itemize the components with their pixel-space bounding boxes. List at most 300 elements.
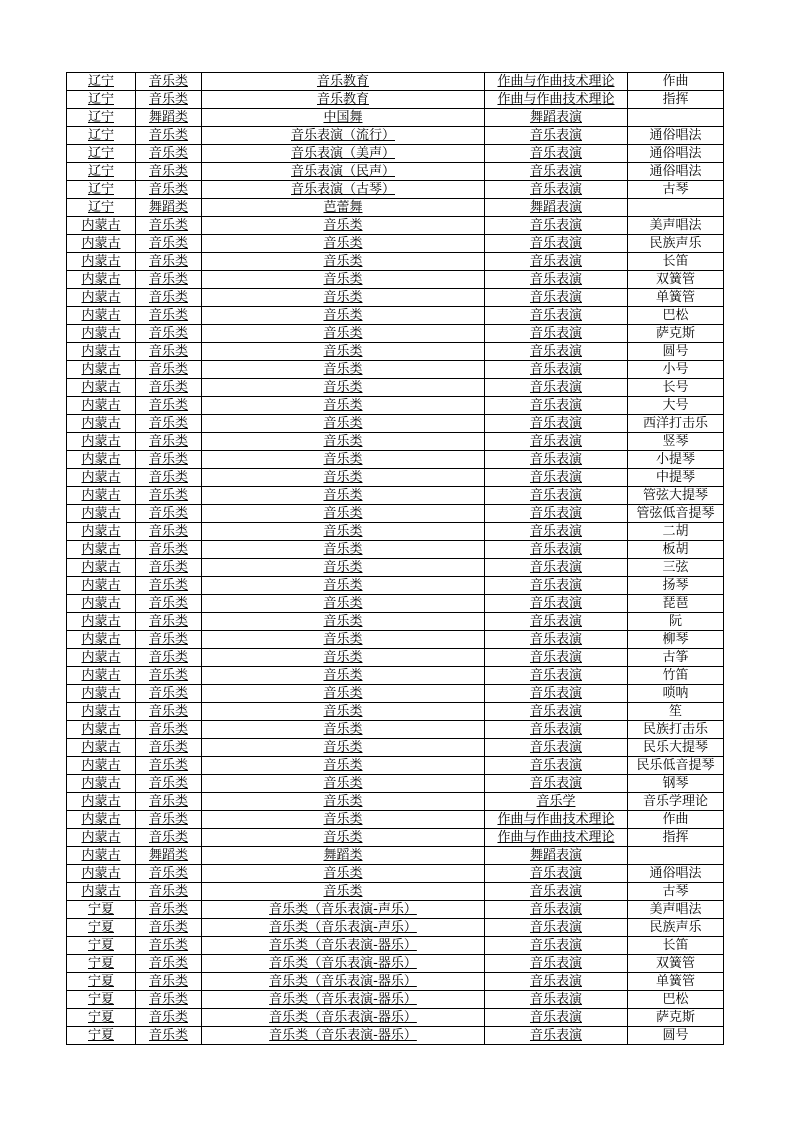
- direction-cell: 音乐表演: [485, 523, 628, 541]
- province-cell: 宁夏: [67, 1027, 136, 1045]
- province-cell: 辽宁: [67, 127, 136, 145]
- table-row: [67, 145, 724, 163]
- major-cell: 音乐表演（民声）: [202, 163, 485, 181]
- specialty-cell: 三弦: [628, 559, 724, 577]
- specialty-cell: 西洋打击乐: [628, 415, 724, 433]
- specialty-cell: 双簧管: [628, 955, 724, 973]
- category-cell: 音乐类: [136, 739, 202, 757]
- table-row: [67, 721, 724, 739]
- major-cell: 音乐类: [202, 811, 485, 829]
- direction-cell: 音乐表演: [485, 397, 628, 415]
- specialty-cell: 长笛: [628, 253, 724, 271]
- province-cell: 内蒙古: [67, 451, 136, 469]
- province-cell: 内蒙古: [67, 667, 136, 685]
- category-cell: 舞蹈类: [136, 199, 202, 217]
- major-cell: 音乐类: [202, 775, 485, 793]
- category-cell: 音乐类: [136, 631, 202, 649]
- category-cell: 音乐类: [136, 703, 202, 721]
- major-cell: 音乐类: [202, 703, 485, 721]
- major-cell: 音乐类（音乐表演-器乐）: [202, 1009, 485, 1027]
- major-cell: 音乐类: [202, 325, 485, 343]
- direction-cell: 作曲与作曲技术理论: [485, 829, 628, 847]
- table-row: [67, 523, 724, 541]
- province-cell: 辽宁: [67, 163, 136, 181]
- category-cell: 音乐类: [136, 433, 202, 451]
- specialty-cell: 民族声乐: [628, 919, 724, 937]
- major-cell: 音乐类: [202, 649, 485, 667]
- major-cell: 音乐类: [202, 289, 485, 307]
- category-cell: 音乐类: [136, 757, 202, 775]
- category-cell: 舞蹈类: [136, 847, 202, 865]
- table-row: [67, 685, 724, 703]
- table-row: [67, 793, 724, 811]
- category-cell: 音乐类: [136, 235, 202, 253]
- table-row: [67, 919, 724, 937]
- specialty-cell: [628, 199, 724, 217]
- specialty-cell: 作曲: [628, 811, 724, 829]
- province-cell: 内蒙古: [67, 307, 136, 325]
- table-row: [67, 343, 724, 361]
- category-cell: 音乐类: [136, 163, 202, 181]
- direction-cell: 音乐表演: [485, 343, 628, 361]
- specialty-cell: 指挥: [628, 829, 724, 847]
- direction-cell: 音乐表演: [485, 145, 628, 163]
- province-cell: 内蒙古: [67, 487, 136, 505]
- specialty-cell: [628, 109, 724, 127]
- category-cell: 音乐类: [136, 937, 202, 955]
- direction-cell: 音乐表演: [485, 1009, 628, 1027]
- major-cell: 音乐类: [202, 613, 485, 631]
- category-cell: 音乐类: [136, 361, 202, 379]
- category-cell: 音乐类: [136, 811, 202, 829]
- province-cell: 内蒙古: [67, 469, 136, 487]
- table-row: [67, 451, 724, 469]
- province-cell: 辽宁: [67, 109, 136, 127]
- direction-cell: 舞蹈表演: [485, 847, 628, 865]
- table-row: [67, 91, 724, 109]
- category-cell: 音乐类: [136, 775, 202, 793]
- province-cell: 辽宁: [67, 73, 136, 91]
- direction-cell: 音乐表演: [485, 595, 628, 613]
- direction-cell: 音乐表演: [485, 901, 628, 919]
- table-row: [67, 991, 724, 1009]
- major-cell: 音乐类: [202, 343, 485, 361]
- province-cell: 辽宁: [67, 91, 136, 109]
- specialty-cell: 中提琴: [628, 469, 724, 487]
- specialty-cell: 音乐学理论: [628, 793, 724, 811]
- province-cell: 辽宁: [67, 199, 136, 217]
- specialty-cell: 指挥: [628, 91, 724, 109]
- category-cell: 音乐类: [136, 451, 202, 469]
- category-cell: 音乐类: [136, 883, 202, 901]
- province-cell: 内蒙古: [67, 829, 136, 847]
- specialty-cell: 民族打击乐: [628, 721, 724, 739]
- major-cell: 音乐类（音乐表演-器乐）: [202, 937, 485, 955]
- table-row: [67, 289, 724, 307]
- direction-cell: 音乐表演: [485, 919, 628, 937]
- major-cell: 音乐类: [202, 505, 485, 523]
- category-cell: 音乐类: [136, 793, 202, 811]
- category-cell: 音乐类: [136, 73, 202, 91]
- category-cell: 音乐类: [136, 505, 202, 523]
- table-row: [67, 181, 724, 199]
- major-cell: 音乐类: [202, 235, 485, 253]
- major-cell: 音乐类: [202, 379, 485, 397]
- table-row: [67, 559, 724, 577]
- direction-cell: 音乐表演: [485, 667, 628, 685]
- direction-cell: 音乐表演: [485, 451, 628, 469]
- specialty-cell: 大号: [628, 397, 724, 415]
- major-cell: 音乐类: [202, 487, 485, 505]
- province-cell: 内蒙古: [67, 271, 136, 289]
- major-cell: 音乐表演（古琴）: [202, 181, 485, 199]
- direction-cell: 音乐表演: [485, 415, 628, 433]
- specialty-cell: 管弦大提琴: [628, 487, 724, 505]
- province-cell: 宁夏: [67, 973, 136, 991]
- specialty-cell: 笙: [628, 703, 724, 721]
- province-cell: 宁夏: [67, 937, 136, 955]
- direction-cell: 作曲与作曲技术理论: [485, 91, 628, 109]
- table-row: [67, 397, 724, 415]
- direction-cell: 音乐表演: [485, 361, 628, 379]
- category-cell: 音乐类: [136, 397, 202, 415]
- major-cell: 音乐教育: [202, 73, 485, 91]
- major-cell: 音乐类: [202, 397, 485, 415]
- province-cell: 内蒙古: [67, 505, 136, 523]
- specialty-cell: 巴松: [628, 307, 724, 325]
- table-row: [67, 811, 724, 829]
- province-cell: 内蒙古: [67, 433, 136, 451]
- province-cell: 宁夏: [67, 1009, 136, 1027]
- direction-cell: 舞蹈表演: [485, 199, 628, 217]
- direction-cell: 音乐表演: [485, 703, 628, 721]
- category-cell: 音乐类: [136, 253, 202, 271]
- specialty-cell: 单簧管: [628, 289, 724, 307]
- table-row: [67, 127, 724, 145]
- direction-cell: 音乐表演: [485, 505, 628, 523]
- direction-cell: 音乐表演: [485, 181, 628, 199]
- major-cell: 音乐类（音乐表演-器乐）: [202, 1027, 485, 1045]
- province-cell: 内蒙古: [67, 703, 136, 721]
- table-row: [67, 487, 724, 505]
- table-row: [67, 649, 724, 667]
- table-row: [67, 775, 724, 793]
- major-table-body: [67, 73, 724, 1045]
- direction-cell: 音乐表演: [485, 541, 628, 559]
- table-row: [67, 667, 724, 685]
- province-cell: 内蒙古: [67, 739, 136, 757]
- province-cell: 内蒙古: [67, 865, 136, 883]
- table-row: [67, 271, 724, 289]
- category-cell: 音乐类: [136, 217, 202, 235]
- province-cell: 内蒙古: [67, 883, 136, 901]
- major-cell: 音乐类: [202, 469, 485, 487]
- specialty-cell: 通俗唱法: [628, 865, 724, 883]
- category-cell: 音乐类: [136, 667, 202, 685]
- category-cell: 音乐类: [136, 1009, 202, 1027]
- province-cell: 内蒙古: [67, 415, 136, 433]
- category-cell: 音乐类: [136, 1027, 202, 1045]
- specialty-cell: 萨克斯: [628, 325, 724, 343]
- direction-cell: 音乐表演: [485, 613, 628, 631]
- major-cell: 音乐表演（美声）: [202, 145, 485, 163]
- province-cell: 内蒙古: [67, 649, 136, 667]
- specialty-cell: 圆号: [628, 343, 724, 361]
- category-cell: 音乐类: [136, 145, 202, 163]
- major-cell: 音乐类: [202, 271, 485, 289]
- direction-cell: 音乐表演: [485, 649, 628, 667]
- category-cell: 音乐类: [136, 973, 202, 991]
- major-cell: 音乐类: [202, 685, 485, 703]
- table-row: [67, 307, 724, 325]
- major-cell: 音乐类: [202, 307, 485, 325]
- specialty-cell: 小号: [628, 361, 724, 379]
- table-row: [67, 847, 724, 865]
- table-row: [67, 1009, 724, 1027]
- specialty-cell: 单簧管: [628, 973, 724, 991]
- major-cell: 音乐类: [202, 523, 485, 541]
- category-cell: 音乐类: [136, 865, 202, 883]
- direction-cell: 音乐表演: [485, 379, 628, 397]
- table-row: [67, 433, 724, 451]
- major-cell: 音乐类: [202, 361, 485, 379]
- category-cell: 舞蹈类: [136, 109, 202, 127]
- category-cell: 音乐类: [136, 721, 202, 739]
- major-cell: 音乐表演（流行）: [202, 127, 485, 145]
- category-cell: 音乐类: [136, 487, 202, 505]
- table-row: [67, 703, 724, 721]
- province-cell: 内蒙古: [67, 775, 136, 793]
- specialty-cell: 巴松: [628, 991, 724, 1009]
- direction-cell: 音乐学: [485, 793, 628, 811]
- category-cell: 音乐类: [136, 559, 202, 577]
- category-cell: 音乐类: [136, 595, 202, 613]
- table-row: [67, 253, 724, 271]
- direction-cell: 音乐表演: [485, 739, 628, 757]
- table-row: [67, 361, 724, 379]
- major-cell: 音乐类: [202, 757, 485, 775]
- specialty-cell: 长号: [628, 379, 724, 397]
- table-row: [67, 739, 724, 757]
- direction-cell: 音乐表演: [485, 1027, 628, 1045]
- direction-cell: 音乐表演: [485, 307, 628, 325]
- direction-cell: 作曲与作曲技术理论: [485, 73, 628, 91]
- province-cell: 宁夏: [67, 955, 136, 973]
- table-row: [67, 613, 724, 631]
- specialty-cell: 长笛: [628, 937, 724, 955]
- province-cell: 内蒙古: [67, 811, 136, 829]
- province-cell: 内蒙古: [67, 343, 136, 361]
- direction-cell: 音乐表演: [485, 325, 628, 343]
- table-row: [67, 469, 724, 487]
- specialty-cell: 作曲: [628, 73, 724, 91]
- category-cell: 音乐类: [136, 901, 202, 919]
- major-cell: 音乐类: [202, 433, 485, 451]
- province-cell: 内蒙古: [67, 721, 136, 739]
- major-cell: 音乐类（音乐表演-器乐）: [202, 955, 485, 973]
- category-cell: 音乐类: [136, 613, 202, 631]
- specialty-cell: 通俗唱法: [628, 127, 724, 145]
- province-cell: 内蒙古: [67, 595, 136, 613]
- category-cell: 音乐类: [136, 325, 202, 343]
- direction-cell: 音乐表演: [485, 973, 628, 991]
- specialty-cell: 阮: [628, 613, 724, 631]
- province-cell: 辽宁: [67, 145, 136, 163]
- province-cell: 内蒙古: [67, 757, 136, 775]
- major-cell: 音乐类: [202, 883, 485, 901]
- direction-cell: 作曲与作曲技术理论: [485, 811, 628, 829]
- category-cell: 音乐类: [136, 523, 202, 541]
- major-cell: 中国舞: [202, 109, 485, 127]
- province-cell: 内蒙古: [67, 235, 136, 253]
- province-cell: 内蒙古: [67, 631, 136, 649]
- table-row: [67, 235, 724, 253]
- specialty-cell: 板胡: [628, 541, 724, 559]
- category-cell: 音乐类: [136, 919, 202, 937]
- major-table: [66, 72, 724, 1045]
- province-cell: 内蒙古: [67, 379, 136, 397]
- specialty-cell: 二胡: [628, 523, 724, 541]
- specialty-cell: 唢呐: [628, 685, 724, 703]
- province-cell: 宁夏: [67, 991, 136, 1009]
- category-cell: 音乐类: [136, 271, 202, 289]
- table-row: [67, 955, 724, 973]
- category-cell: 音乐类: [136, 469, 202, 487]
- direction-cell: 音乐表演: [485, 721, 628, 739]
- major-cell: 音乐类: [202, 631, 485, 649]
- direction-cell: 音乐表演: [485, 253, 628, 271]
- table-row: [67, 73, 724, 91]
- major-cell: 音乐类: [202, 829, 485, 847]
- province-cell: 内蒙古: [67, 523, 136, 541]
- specialty-cell: 小提琴: [628, 451, 724, 469]
- table-row: [67, 379, 724, 397]
- direction-cell: 音乐表演: [485, 487, 628, 505]
- table-row: [67, 1027, 724, 1045]
- direction-cell: 音乐表演: [485, 469, 628, 487]
- table-row: [67, 199, 724, 217]
- specialty-cell: 民族声乐: [628, 235, 724, 253]
- major-cell: 音乐类: [202, 721, 485, 739]
- province-cell: 宁夏: [67, 901, 136, 919]
- direction-cell: 音乐表演: [485, 883, 628, 901]
- table-row: [67, 937, 724, 955]
- direction-cell: 音乐表演: [485, 757, 628, 775]
- specialty-cell: 双簧管: [628, 271, 724, 289]
- table-row: [67, 757, 724, 775]
- direction-cell: 音乐表演: [485, 937, 628, 955]
- specialty-cell: 民乐低音提琴: [628, 757, 724, 775]
- direction-cell: 音乐表演: [485, 775, 628, 793]
- specialty-cell: 美声唱法: [628, 217, 724, 235]
- table-row: [67, 865, 724, 883]
- province-cell: 内蒙古: [67, 793, 136, 811]
- specialty-cell: 钢琴: [628, 775, 724, 793]
- direction-cell: 音乐表演: [485, 217, 628, 235]
- specialty-cell: 竖琴: [628, 433, 724, 451]
- category-cell: 音乐类: [136, 307, 202, 325]
- province-cell: 内蒙古: [67, 559, 136, 577]
- major-cell: 音乐类: [202, 451, 485, 469]
- table-row: [67, 829, 724, 847]
- table-row: [67, 109, 724, 127]
- category-cell: 音乐类: [136, 829, 202, 847]
- direction-cell: 音乐表演: [485, 289, 628, 307]
- major-cell: 音乐类: [202, 739, 485, 757]
- major-cell: 音乐类: [202, 559, 485, 577]
- specialty-cell: 通俗唱法: [628, 163, 724, 181]
- specialty-cell: 通俗唱法: [628, 145, 724, 163]
- table-row: [67, 631, 724, 649]
- specialty-cell: 竹笛: [628, 667, 724, 685]
- major-cell: 音乐类（音乐表演-器乐）: [202, 991, 485, 1009]
- table-row: [67, 505, 724, 523]
- table-row: [67, 325, 724, 343]
- direction-cell: 音乐表演: [485, 235, 628, 253]
- province-cell: 内蒙古: [67, 397, 136, 415]
- specialty-cell: 圆号: [628, 1027, 724, 1045]
- category-cell: 音乐类: [136, 991, 202, 1009]
- category-cell: 音乐类: [136, 955, 202, 973]
- major-cell: 舞蹈类: [202, 847, 485, 865]
- specialty-cell: 萨克斯: [628, 1009, 724, 1027]
- major-cell: 音乐类: [202, 595, 485, 613]
- category-cell: 音乐类: [136, 289, 202, 307]
- major-cell: 音乐类: [202, 541, 485, 559]
- category-cell: 音乐类: [136, 127, 202, 145]
- major-cell: 音乐类: [202, 217, 485, 235]
- table-row: [67, 577, 724, 595]
- table-row: [67, 415, 724, 433]
- major-cell: 音乐类: [202, 667, 485, 685]
- table-row: [67, 541, 724, 559]
- direction-cell: 音乐表演: [485, 433, 628, 451]
- province-cell: 宁夏: [67, 919, 136, 937]
- direction-cell: 舞蹈表演: [485, 109, 628, 127]
- specialty-cell: 古琴: [628, 181, 724, 199]
- province-cell: 内蒙古: [67, 217, 136, 235]
- major-cell: 音乐类: [202, 865, 485, 883]
- category-cell: 音乐类: [136, 379, 202, 397]
- major-cell: 音乐类: [202, 793, 485, 811]
- specialty-cell: 琵琶: [628, 595, 724, 613]
- category-cell: 音乐类: [136, 181, 202, 199]
- category-cell: 音乐类: [136, 343, 202, 361]
- province-cell: 内蒙古: [67, 289, 136, 307]
- specialty-cell: 扬琴: [628, 577, 724, 595]
- table-row: [67, 595, 724, 613]
- specialty-cell: 古琴: [628, 883, 724, 901]
- category-cell: 音乐类: [136, 577, 202, 595]
- table-row: [67, 901, 724, 919]
- major-cell: 音乐类（音乐表演-声乐）: [202, 919, 485, 937]
- province-cell: 内蒙古: [67, 577, 136, 595]
- province-cell: 内蒙古: [67, 613, 136, 631]
- direction-cell: 音乐表演: [485, 865, 628, 883]
- category-cell: 音乐类: [136, 649, 202, 667]
- province-cell: 内蒙古: [67, 361, 136, 379]
- direction-cell: 音乐表演: [485, 991, 628, 1009]
- province-cell: 辽宁: [67, 181, 136, 199]
- direction-cell: 音乐表演: [485, 127, 628, 145]
- specialty-cell: 柳琴: [628, 631, 724, 649]
- major-cell: 音乐类（音乐表演-声乐）: [202, 901, 485, 919]
- major-cell: 音乐教育: [202, 91, 485, 109]
- table-row: [67, 973, 724, 991]
- direction-cell: 音乐表演: [485, 685, 628, 703]
- major-cell: 音乐类: [202, 415, 485, 433]
- province-cell: 内蒙古: [67, 253, 136, 271]
